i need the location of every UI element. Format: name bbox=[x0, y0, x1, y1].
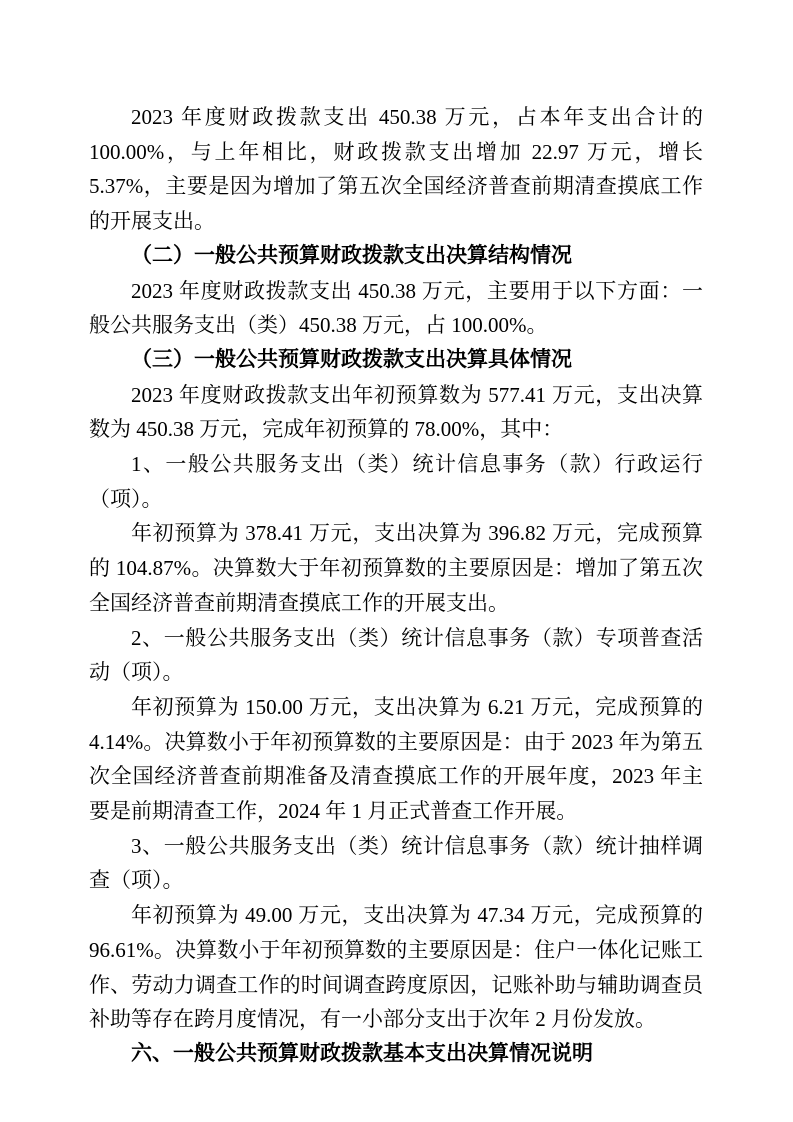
para-expenditure-structure: 2023 年度财政拨款支出 450.38 万元，主要用于以下方面：一般公共服务支出（类）450.38 万元，占 100.00%。 bbox=[89, 278, 703, 338]
para-item-1-title: 1、一般公共服务支出（类）统计信息事务（款）行政运行（项）。 bbox=[89, 452, 703, 511]
para-item-3-detail: 年初预算为 49.00 万元，支出决算为 47.34 万元，完成预算的 96.61%。决算数小于年初预算数的主要原因是：住户一体化记账工作、劳动力调查工作的时间调查跨度原因，记账补助与辅助调查员补助等存在跨月度情况，有一小部分支出于次年 2 月份发放。 bbox=[89, 903, 703, 1032]
para-item-1-detail: 年初预算为 378.41 万元，支出决算为 396.82 万元，完成预算的 104.87%。决算数大于年初预算数的主要原因是：增加了第五次全国经济普查前期清查摸底工作的开展支出。 bbox=[89, 521, 703, 615]
para-item-2-detail: 年初预算为 150.00 万元，支出决算为 6.21 万元，完成预算的 4.14%。决算数小于年初预算数的主要原因是：由于 2023 年为第五次全国经济普查前期准备及清查摸底工作的开展年度，2023 年主要是前期清查工作，2024 年 1 月正式普查工作开展。 bbox=[89, 694, 703, 824]
para-item-2-title: 2、一般公共服务支出（类）统计信息事务（款）专项普查活动（项）。 bbox=[89, 625, 703, 685]
para-budget-vs-final: 2023 年度财政拨款支出年初预算数为 577.41 万元，支出决算数为 450.38 万元，完成年初预算的 78.00%，其中： bbox=[89, 382, 703, 442]
heading-basic-expenditure: 六、一般公共预算财政拨款基本支出决算情况说明 bbox=[131, 1041, 593, 1065]
heading-expenditure-structure: （二）一般公共预算财政拨款支出决算结构情况 bbox=[131, 243, 572, 267]
heading-expenditure-specifics: （三）一般公共预算财政拨款支出决算具体情况 bbox=[131, 347, 572, 371]
para-item-3-title: 3、一般公共服务支出（类）统计信息事务（款）统计抽样调查（项）。 bbox=[89, 833, 703, 893]
para-total-expenditure-overview: 2023 年度财政拨款支出 450.38 万元，占本年支出合计的 100.00%，与上年相比，财政拨款支出增加 22.97 万元，增长 5.37%，主要是因为增加了第五次全国经济普查前期清查摸底工作的开展支出。 bbox=[89, 105, 703, 234]
